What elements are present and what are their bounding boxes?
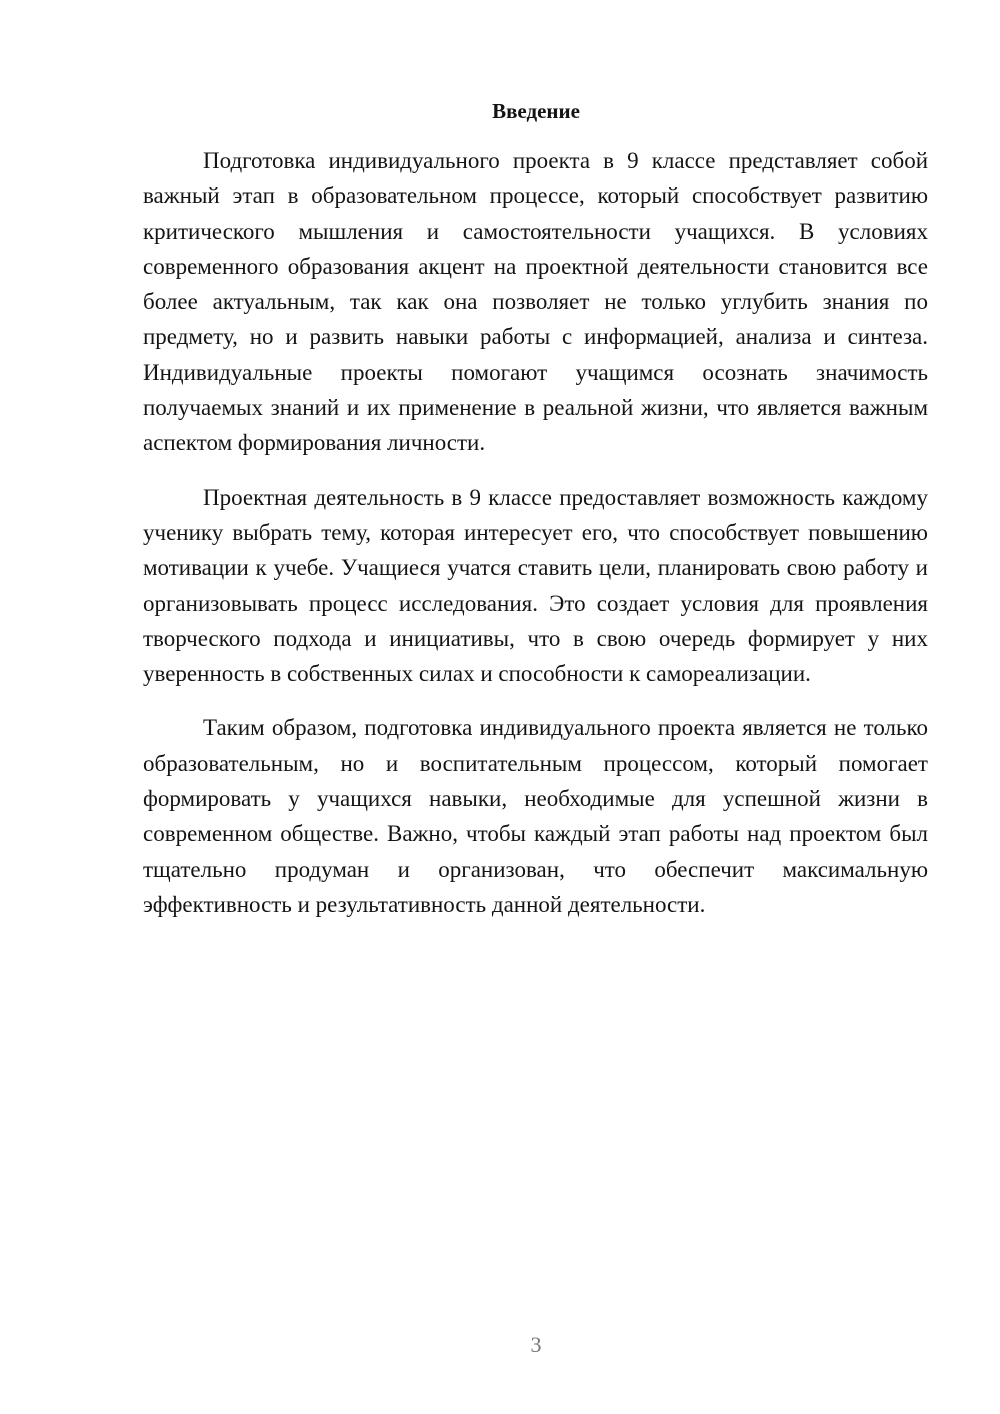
section-heading: Введение [492,99,580,123]
paragraph-3: Таким образом, подготовка индивидуального проекта является не только образовательным, но и воспитательным процессом, который помогает формировать у учащихся навыки, необходимые для успешной жизни в современном обществе. Важно, чтобы каждый этап работы над проектом был тщательно продуман и организован, что обеспечит максимальную эффективность и результативность данной деятельности. [143,715,928,917]
body-text [143,143,928,941]
paragraph-2: Проектная деятельность в 9 классе предоставляет возможность каждому ученику выбрать тему, которая интересует его, что способствует повышению мотивации к учебе. Учащиеся учатся ставить цели, планировать свою работу и организовывать процесс исследования. Это создает условия для проявления творческого подхода и инициативы, что в свою очередь формирует у них уверенность в собственных силах и способности к самореализации. [143,484,928,687]
page-number: 3 [530,1332,542,1357]
paragraph-1: Подготовка индивидуального проекта в 9 классе представляет собой важный этап в образовательном процессе, который способствует развитию критического мышления и самостоятельности учащихся. В условиях современного образования акцент на проектной деятельности становится все более актуальным, так как она позволяет не только углубить знания по предмету, но и развить навыки работы с информацией, анализа и синтеза. Индивидуальные проекты помогают учащимся осознать значимость получаемых знаний и их применение в реальной жизни, что является важным аспектом формирования личности. [143,148,928,456]
